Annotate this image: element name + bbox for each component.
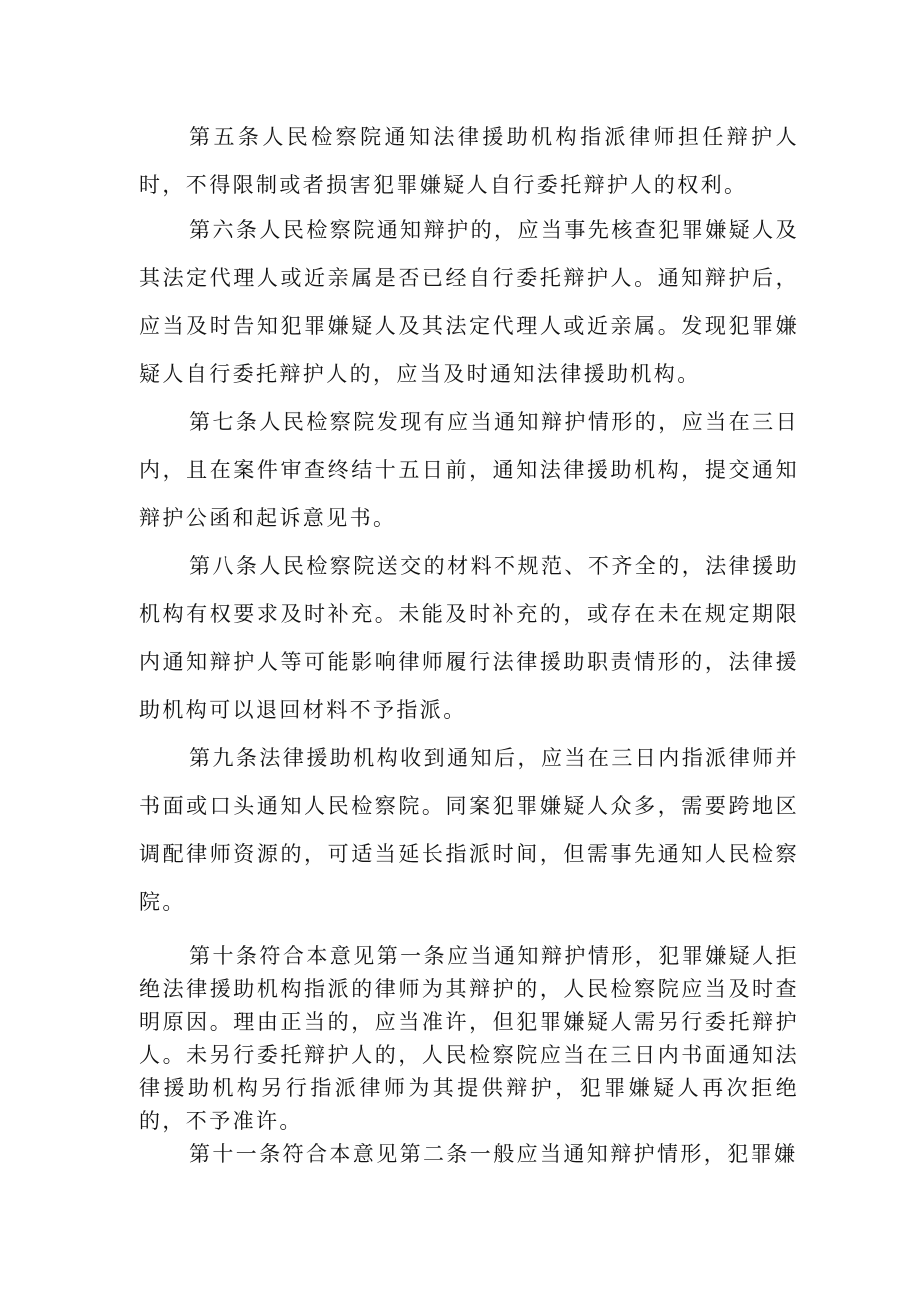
article-10-paragraph: 第十条符合本意见第一条应当通知辩护情形，犯罪嫌疑人拒绝法律援助机构指派的律师为其辩护的，人民检察院应当及时查明原因。理由正当的，应当准许，但犯罪嫌疑人需另行委托辩护人。未另行委托辩护人的，人民检察院应当在三日内书面通知法律援助机构另行指派律师为其提供辩护，犯罪嫌疑人再次拒绝的，不予准许。 (139, 944, 799, 1133)
article-8-paragraph: 第八条人民检察院送交的材料不规范、不齐全的，法律援助机构有权要求及时补充。未能及时补充的，或存在未在规定期限内通知辩护人等可能影响律师履行法律援助职责情形的，法律援助机构可以退回材料不予指派。 (139, 554, 799, 722)
article-7-paragraph: 第七条人民检察院发现有应当通知辩护情形的，应当在三日内，且在案件审查终结十五日前，通知法律援助机构，提交通知辩护公函和起诉意见书。 (139, 410, 799, 530)
article-6-paragraph: 第六条人民检察院通知辩护的，应当事先核查犯罪嫌疑人及其法定代理人或近亲属是否已经自行委托辩护人。通知辩护后，应当及时告知犯罪嫌疑人及其法定代理人或近亲属。发现犯罪嫌疑人自行委托辩护人的，应当及时通知法律援助机构。 (139, 218, 799, 386)
article-9-paragraph: 第九条法律援助机构收到通知后，应当在三日内指派律师并书面或口头通知人民检察院。同案犯罪嫌疑人众多，需要跨地区调配律师资源的，可适当延长指派时间，但需事先通知人民检察院。 (139, 746, 799, 914)
article-5-paragraph: 第五条人民检察院通知法律援助机构指派律师担任辩护人时，不得限制或者损害犯罪嫌疑人自行委托辩护人的权利。 (139, 125, 799, 197)
article-11-paragraph: 第十一条符合本意见第二条一般应当通知辩护情形，犯罪嫌 (189, 1142, 798, 1166)
